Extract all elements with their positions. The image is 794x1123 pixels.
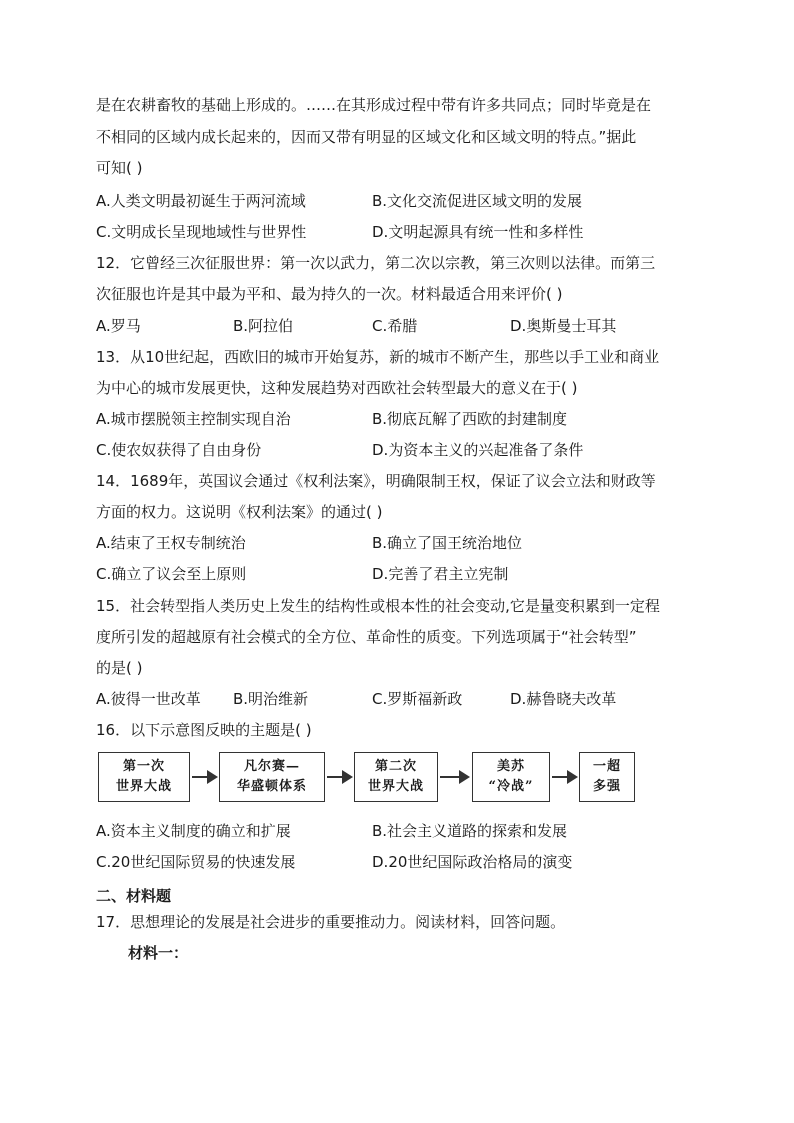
q11-option-c: C.文明成长呈现地域性与世界性	[96, 223, 307, 241]
q14-option-b: B.确立了国王统治地位	[372, 534, 523, 552]
flow-arrow-1	[192, 770, 218, 784]
flow-box-ww1-line-2: 世界大战	[115, 779, 172, 794]
q14-option-a: A.结束了王权专制统治	[96, 534, 246, 552]
q12-option-a: A.罗马	[96, 317, 141, 335]
q16-flow-diagram	[96, 752, 636, 804]
q15-option-c: C.罗斯福新政	[372, 690, 463, 708]
q15-stem-line-2: 度所引发的超越原有社会模式的全方位、革命性的质变。下列选项属于“社会转型”	[96, 628, 637, 646]
q14-stem-line-1: 14．1689年，英国议会通过《权利法案》，明确限制王权，保证了议会立法和财政等	[96, 472, 656, 490]
q13-option-a: A.城市摆脱领主控制实现自治	[96, 410, 291, 428]
flow-box-ww2	[354, 752, 438, 802]
q14-option-c: C.确立了议会至上原则	[96, 565, 247, 583]
flow-arrow-3	[440, 770, 470, 784]
q12-stem-line-1: 12．它曾经三次征服世界：第一次以武力，第二次以宗教，第三次则以法律。而第三	[96, 254, 656, 272]
q11-option-b: B.文化交流促进区域文明的发展	[372, 192, 583, 210]
flow-box-one-super-line-1: 一超	[592, 759, 621, 774]
q13-stem-line-1: 13．从10世纪起，西欧旧的城市开始复苏，新的城市不断产生，那些以手工业和商业	[96, 348, 660, 366]
q12-stem-line-2: 次征服也许是其中最为平和、最为持久的一次。材料最适合用来评价( )	[96, 285, 563, 303]
q16-option-b: B.社会主义道路的探索和发展	[372, 822, 568, 840]
flow-box-versailles-line-2: 华盛顿体系	[236, 779, 307, 794]
q15-option-a: A.彼得一世改革	[96, 690, 201, 708]
q12-option-b: B.阿拉伯	[233, 317, 294, 335]
flow-arrow-2	[327, 770, 353, 784]
q11-stem-line-3: 可知( )	[96, 159, 143, 177]
q13-option-b: B.彻底瓦解了西欧的封建制度	[372, 410, 568, 428]
q11-stem-line-2: 不相同的区域内成长起来的，因而又带有明显的区域文化和区域文明的特点。”据此	[96, 128, 637, 146]
q16-option-a: A.资本主义制度的确立和扩展	[96, 822, 291, 840]
q15-stem-line-3: 的是( )	[96, 659, 143, 677]
q13-option-d: D.为资本主义的兴起准备了条件	[372, 441, 584, 459]
q11-option-a: A.人类文明最初诞生于两河流域	[96, 192, 306, 210]
flow-box-versailles-line-1: 凡尔赛—	[243, 759, 300, 774]
q11-stem-line-1: 是在农耕畜牧的基础上形成的。……在其形成过程中带有许多共同点；同时毕竟是在	[96, 96, 652, 114]
q13-option-c: C.使农奴获得了自由身份	[96, 441, 262, 459]
flow-box-versailles	[219, 752, 325, 802]
flow-arrow-4	[552, 770, 578, 784]
flow-box-ww2-line-2: 世界大战	[367, 779, 424, 794]
q12-option-d: D.奥斯曼士耳其	[510, 317, 617, 335]
flow-box-one-super-line-2: 多强	[592, 779, 621, 794]
q12-option-c: C.希腊	[372, 317, 418, 335]
flow-box-one-super	[579, 752, 635, 802]
flow-box-cold-war-line-2: “冷战”	[488, 779, 534, 794]
q16-option-c: C.20世纪国际贸易的快速发展	[96, 853, 296, 871]
q15-stem-line-1: 15．社会转型指人类历史上发生的结构性或根本性的社会变动,它是量变积累到一定程	[96, 597, 660, 615]
q11-option-d: D.文明起源具有统一性和多样性	[372, 223, 584, 241]
q13-stem-line-2: 为中心的城市发展更快，这种发展趋势对西欧社会转型最大的意义在于( )	[96, 379, 578, 397]
section-heading-materials: 二、材料题	[96, 887, 172, 905]
q17-stem: 17．思想理论的发展是社会进步的重要推动力。阅读材料，回答问题。	[96, 913, 566, 931]
q15-option-b: B.明治维新	[233, 690, 309, 708]
flow-box-ww1-line-1: 第一次	[122, 759, 165, 774]
q14-stem-line-2: 方面的权力。这说明《权利法案》的通过( )	[96, 503, 383, 521]
flow-box-cold-war-line-1: 美苏	[496, 759, 525, 774]
flow-box-ww2-line-1: 第二次	[374, 759, 417, 774]
q14-option-d: D.完善了君主立宪制	[372, 565, 509, 583]
q17-material-1-label: 材料一：	[128, 944, 189, 962]
flow-box-ww1	[98, 752, 190, 802]
q16-option-d: D.20世纪国际政治格局的演变	[372, 853, 573, 871]
flow-box-cold-war	[472, 752, 550, 802]
q15-option-d: D.赫鲁晓夫改革	[510, 690, 617, 708]
q16-stem: 16．以下示意图反映的主题是( )	[96, 721, 312, 739]
